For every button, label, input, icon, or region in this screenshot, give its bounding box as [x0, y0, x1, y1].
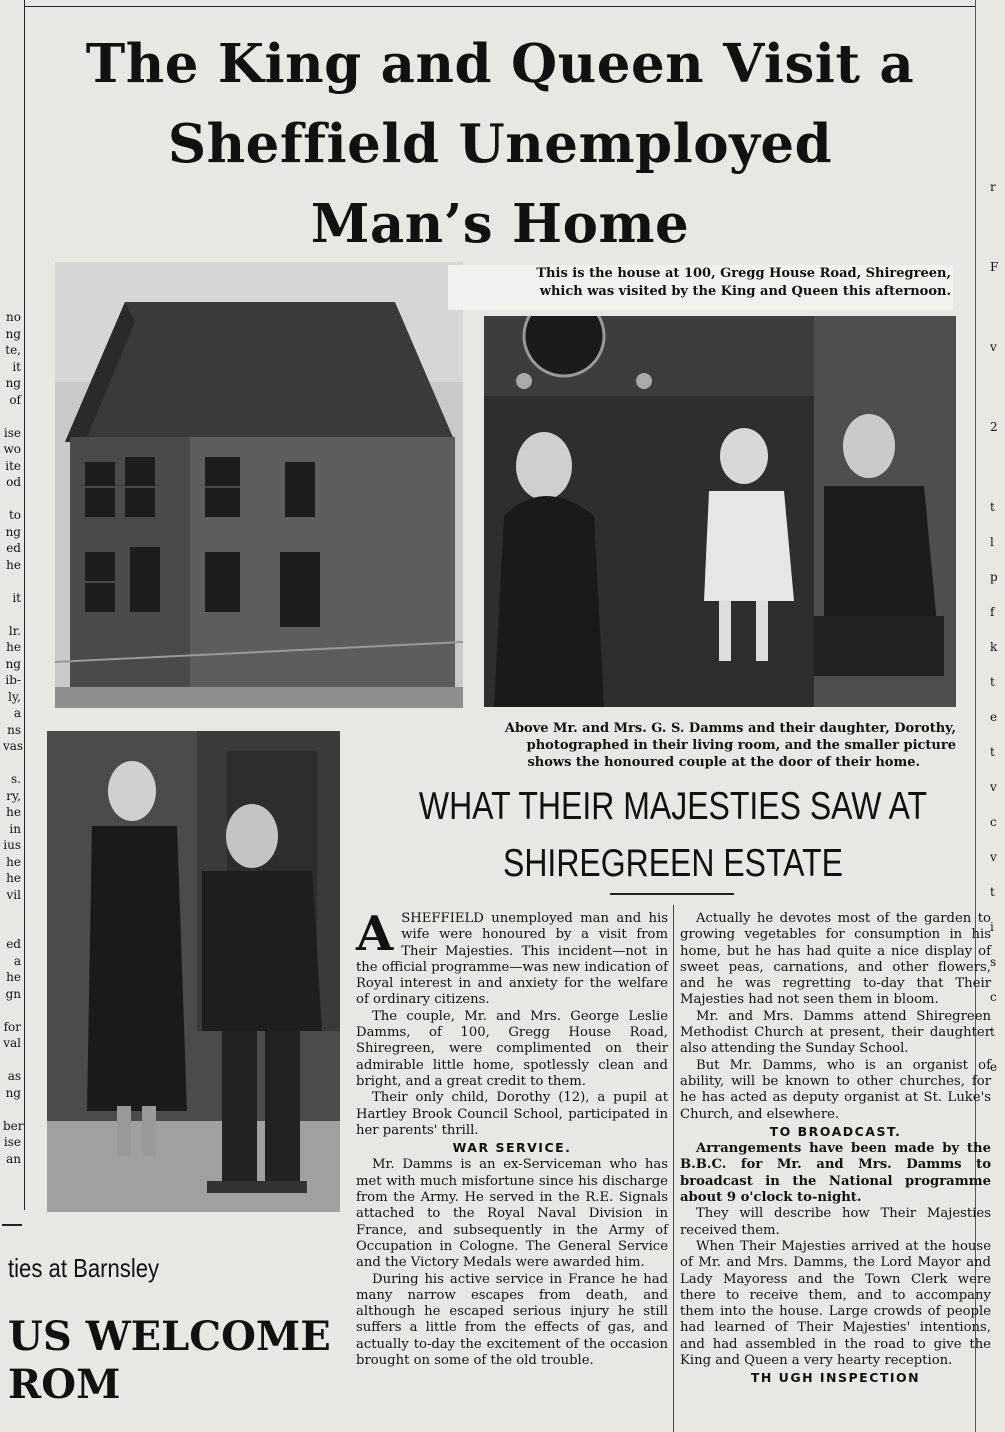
adjacent-headline-welcome-line-1: US WELCOME — [8, 1313, 331, 1360]
subhead-rule — [610, 893, 734, 895]
left-fragment: a — [13, 706, 21, 720]
drop-cap: A — [356, 906, 394, 962]
left-fragment: he — [6, 805, 21, 819]
left-fragment: it — [12, 359, 21, 374]
right-fragment: v — [990, 850, 997, 864]
left-column-rule — [24, 0, 25, 1210]
left-fragment: gn — [5, 986, 21, 1001]
article-paragraph: Their only child, Dorothy (12), a pupil at Hartley Brook Council School, participated in her parents' thrill. — [356, 1090, 668, 1138]
article-paragraph: They will describe how Their Majesties received them. — [680, 1206, 991, 1238]
article-paragraph: Mr. and Mrs. Damms attend Shiregreen Methodist Church at present, their daughter also attending the Sunday School. — [680, 1008, 991, 1057]
article-column-2 — [680, 911, 991, 1388]
left-fragment: s. — [11, 772, 21, 786]
left-fragment: ber — [3, 1118, 24, 1133]
headline-line-1: The King and Queen Visit a — [85, 33, 915, 95]
right-fragment: p — [990, 570, 998, 584]
article-paragraph-bold: Arrangements have been made by the B.B.C. for Mr. and Mrs. Damms to broadcast in the National programme about 9 o'clock to-night. — [680, 1141, 991, 1206]
section-heading-war-service: WAR SERVICE. — [452, 1140, 572, 1156]
left-fragment: lr. — [8, 623, 21, 638]
right-fragment: f — [990, 605, 995, 619]
right-fragment: i — [990, 920, 994, 934]
right-fragment: s — [990, 955, 997, 969]
right-fragment: l — [990, 535, 994, 549]
right-fragment: t — [990, 1025, 995, 1039]
article-paragraph: But Mr. Damms, who is an organist of ability, will be known to other churches, for he has acted as deputy organist at St. Luke's Church, and elsewhere. — [680, 1057, 991, 1122]
adjacent-headline-welcome — [8, 1313, 331, 1409]
house-caption-line-2: which was visited by the King and Queen this afternoon. — [539, 284, 951, 299]
article-paragraph: During his active service in France he had many narrow escapes from death, and although he escaped serious injury he still suffers a little from the effects of gas, and actually to-day the excitement of the occasion brought on some of the old trouble. — [356, 1271, 668, 1369]
left-fragment: ng — [5, 1085, 21, 1100]
left-fragment: ng — [5, 656, 21, 671]
left-fragment: ib- — [5, 673, 21, 687]
living-room-photo — [484, 316, 956, 707]
adjacent-headline-barnsley: ties at Barnsley — [8, 1253, 160, 1283]
left-fragment: as — [7, 1069, 21, 1083]
article-lead-paragraph: ASHEFFIELD unemployed man and his wife were honoured by a visit from Their Majesties. This incident—not in the official programme—was new indication of Royal interest in and anxiety for the welfare of ordinary citizens. — [356, 906, 668, 1008]
photo-caption-line-3: shows the honoured couple at the door of their home. — [527, 755, 920, 770]
article-paragraph: The couple, Mr. and Mrs. George Leslie Damms, of 100, Gregg House Road, Shiregreen, were complimented on their admirable little home, spotlessly clean and bright, and a great credit to them. — [356, 1008, 668, 1089]
article-paragraph: Actually he devotes most of the garden to growing vegetables for consumption in his home, but he has had quite a nice display of sweet peas, carnations, and other flowers, and he was regretting to-day that Their Majesties had not seen them in bloom. — [680, 911, 991, 1008]
left-fragment: in — [9, 821, 21, 836]
left-fragment: ed — [6, 937, 21, 951]
left-fragment: ng — [5, 376, 21, 390]
left-fragment: ise — [3, 425, 21, 440]
left-fragment: ly, — [8, 689, 21, 704]
left-fragment: ng — [5, 326, 21, 341]
left-fragment: an — [6, 1151, 21, 1166]
photo-caption-line-2: photographed in their living room, and the smaller picture — [526, 738, 956, 753]
left-fragment: od — [6, 475, 21, 489]
headline — [40, 24, 960, 264]
house-caption — [448, 265, 953, 310]
house-caption-line-1: This is the house at 100, Gregg House Road, Shiregreen, — [536, 266, 951, 281]
left-fragment: val — [3, 1036, 21, 1050]
right-fragment: t — [990, 500, 995, 514]
right-fragment: t — [990, 675, 995, 689]
right-fragment: t — [990, 885, 995, 899]
right-fragment: t — [990, 745, 995, 759]
left-fragment: no — [6, 310, 21, 324]
left-fragment: vas — [3, 739, 24, 753]
left-fragment: te, — [5, 343, 21, 357]
left-fragment: a — [13, 953, 21, 968]
subheadline-line-1: WHAT THEIR MAJESTIES SAW AT — [418, 785, 928, 828]
couple-at-door-photo — [47, 731, 340, 1212]
left-fragment: ed — [6, 541, 21, 555]
right-fragment: k — [990, 640, 998, 654]
right-fragment: c — [990, 815, 997, 829]
left-fragment: he — [6, 557, 21, 572]
article-column-rule — [673, 905, 674, 1432]
left-fragment: he — [6, 854, 21, 869]
section-heading-to-broadcast: TO BROADCAST. — [769, 1123, 902, 1139]
right-fragment: c — [990, 990, 997, 1004]
photo-caption — [462, 720, 956, 771]
house-photo — [55, 262, 463, 708]
section-divider — [2, 1224, 22, 1226]
left-fragment: ite — [5, 458, 21, 473]
right-fragment: e — [990, 710, 998, 724]
adjacent-headline-welcome-line-2: ROM — [8, 1361, 121, 1408]
headline-line-3: Man’s Home — [310, 193, 690, 255]
article-paragraph: Mr. Damms is an ex-Serviceman who has met with much misfortune since his discharge from the Army. He served in the R.E. Signals attached to the Royal Naval Division in France, and subsequently in the Army of Occupation in Cologne. The General Service and the Victory Medals were awarded him. — [356, 1157, 668, 1271]
left-fragment: ius — [3, 838, 21, 852]
left-fragment: ng — [5, 524, 21, 539]
left-fragment: wo — [3, 442, 21, 456]
left-fragment: ry, — [6, 788, 21, 803]
right-fragment: v — [990, 780, 997, 794]
right-fragment: 2 — [990, 420, 998, 434]
subheadline-line-2: SHIREGREEN ESTATE — [503, 842, 843, 885]
left-fragment: ns — [7, 722, 21, 737]
left-fragment: he — [6, 871, 21, 885]
right-fragment: v — [990, 340, 997, 354]
left-fragment: ise — [3, 1135, 21, 1149]
top-rule — [24, 6, 975, 7]
right-fragment: e — [990, 1060, 998, 1074]
headline-line-2: Sheffield Unemployed — [167, 113, 833, 175]
right-fragment: F — [990, 260, 999, 274]
left-fragment: he — [6, 640, 21, 654]
article-paragraph: When Their Majesties arrived at the house of Mr. and Mrs. Damms, the Lord Mayor and Lady Mayoress and the Town Clerk were there to receive them, and to accompany them into the house. Large crowds of people had learned of Their Majesties' intentions, and had assembled in the road to give the King and Queen a very hearty reception. — [680, 1238, 991, 1369]
left-fragment: of — [9, 392, 21, 407]
article-column-1 — [356, 906, 668, 1369]
left-fragment: he — [6, 970, 21, 984]
left-fragment: for — [3, 1019, 21, 1034]
left-fragment: it — [12, 590, 21, 605]
right-fragment: r — [990, 180, 996, 194]
left-fragment: to — [8, 508, 21, 522]
subheadline — [415, 778, 932, 892]
left-fragment: vil — [6, 887, 21, 902]
section-heading-inspection: TH UGH INSPECTION — [750, 1370, 921, 1386]
photo-caption-line-1: Above Mr. and Mrs. G. S. Damms and their daughter, Dorothy, — [504, 721, 956, 736]
